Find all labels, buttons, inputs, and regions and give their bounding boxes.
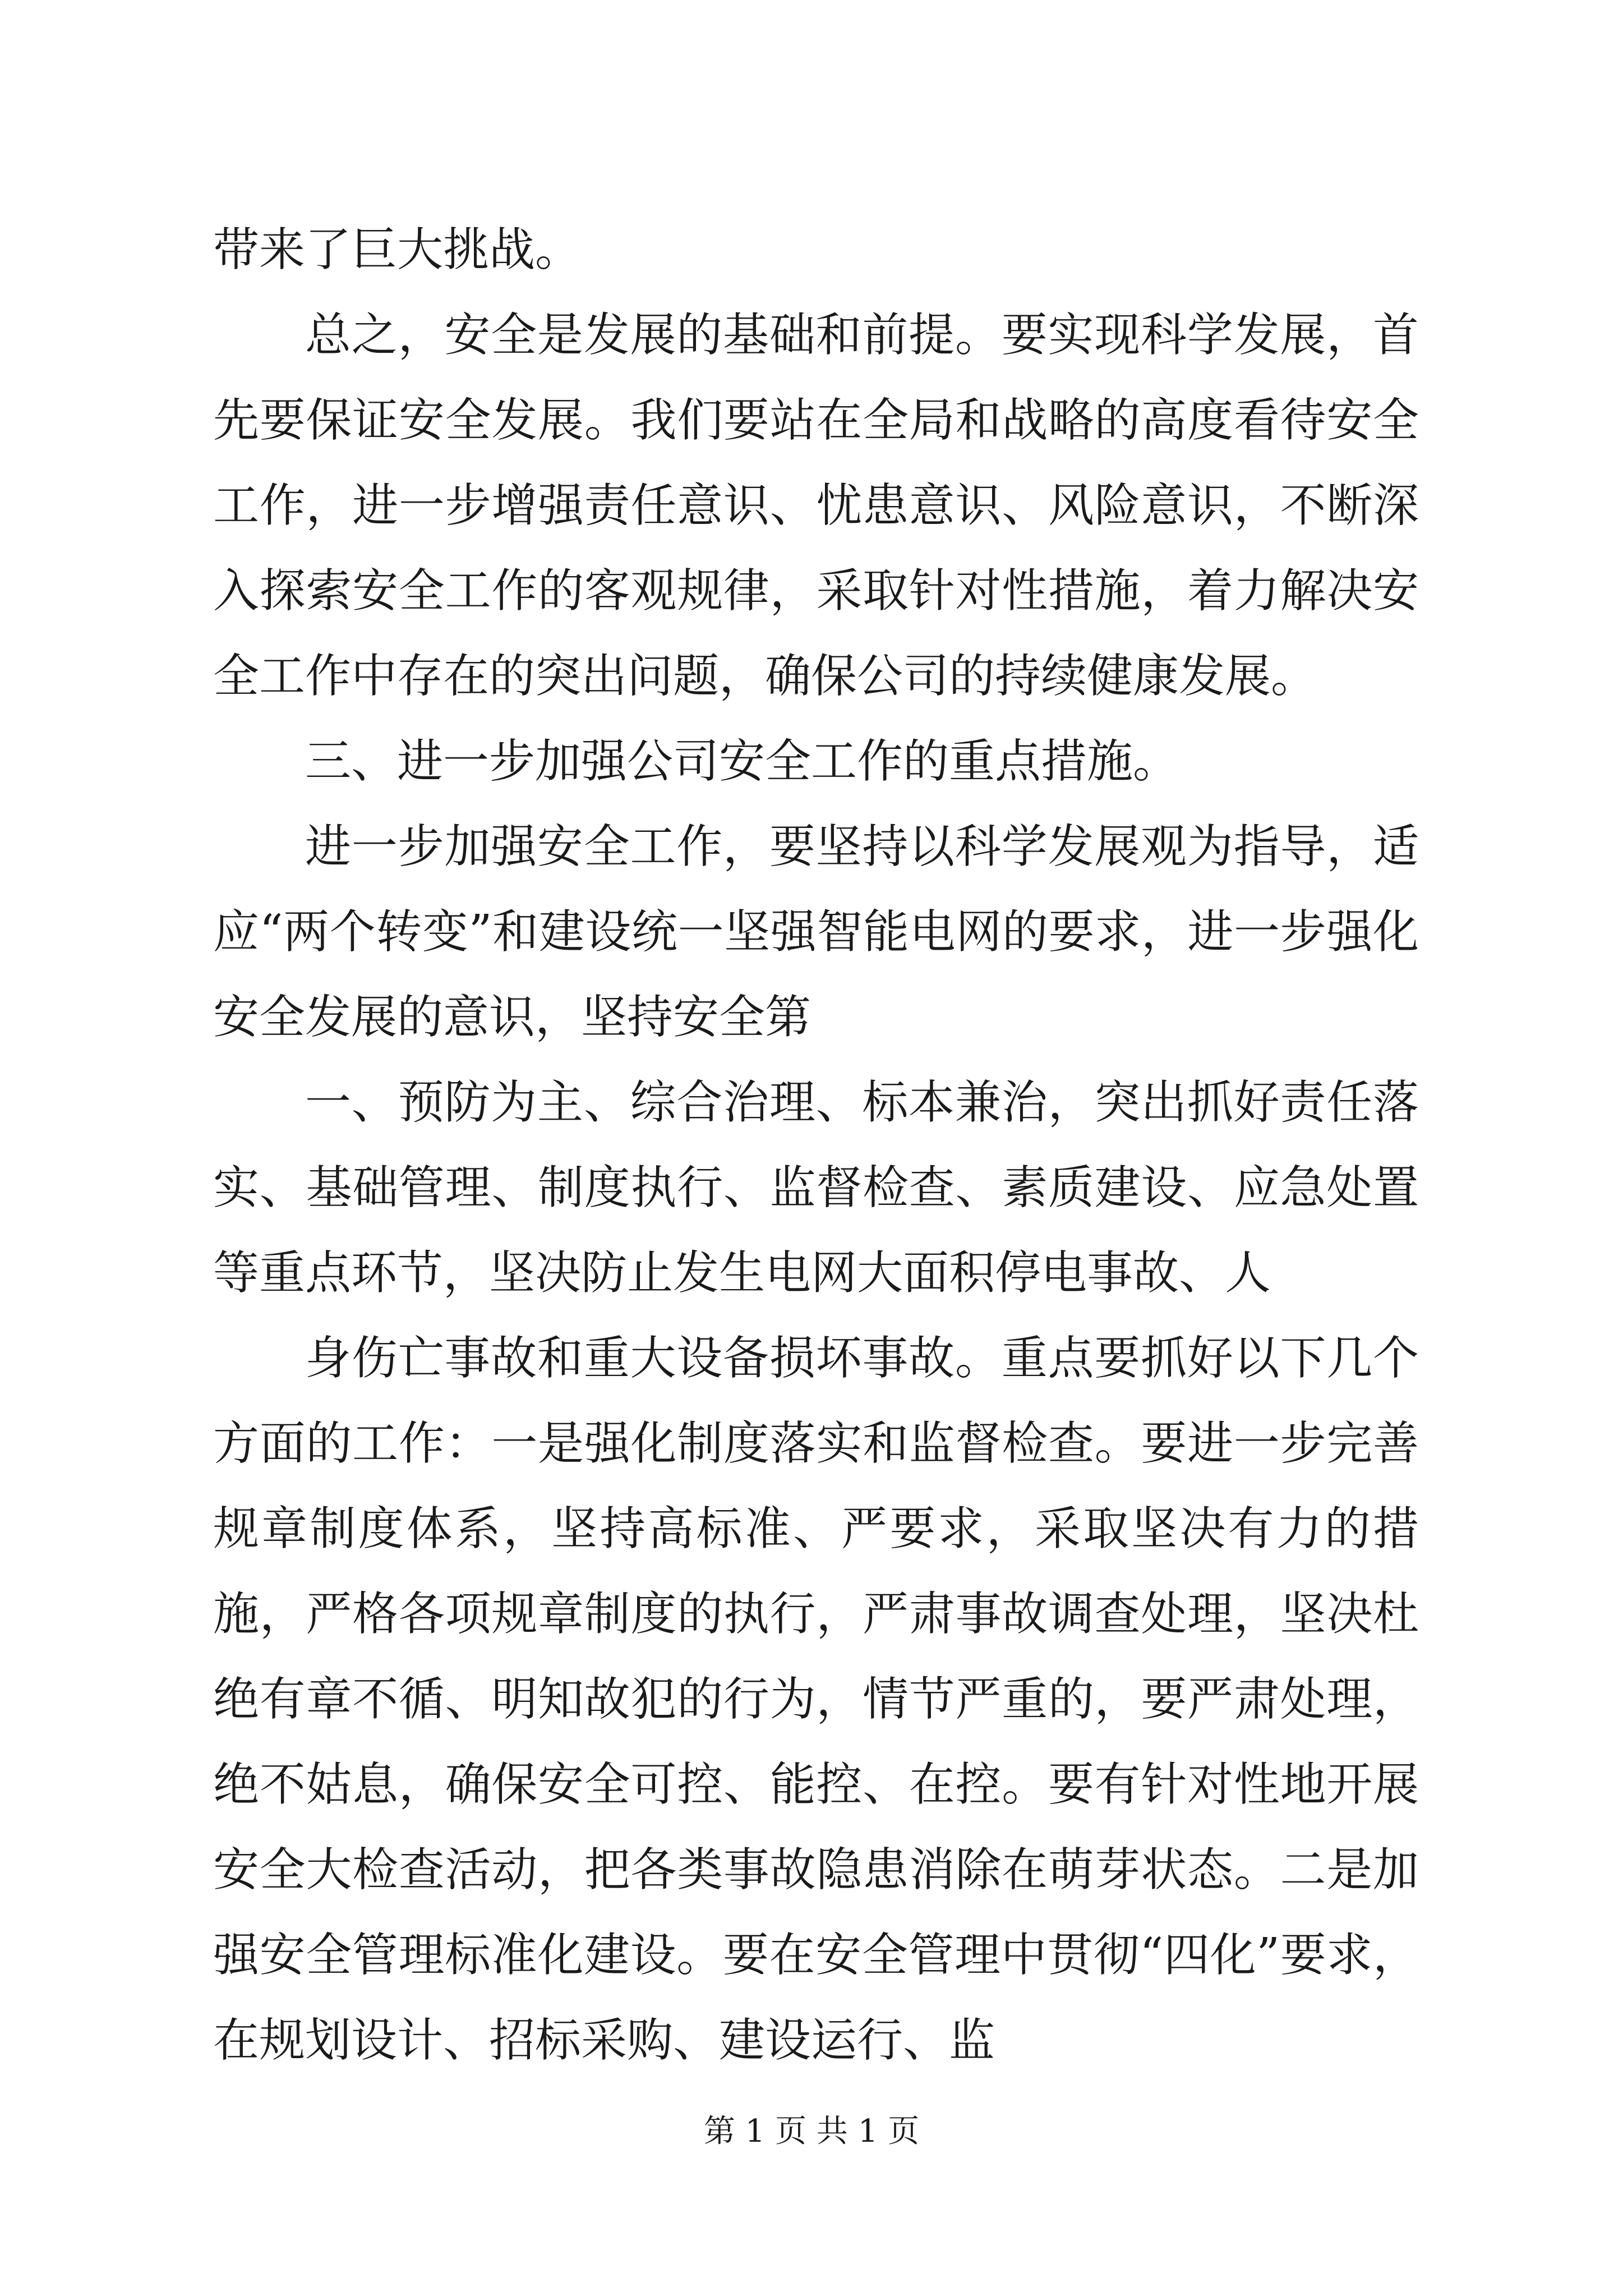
document-body [213, 208, 1419, 2083]
page-footer: 第 1 页 共 1 页 [703, 2113, 920, 2150]
paragraph-principles: 一、预防为主、综合治理、标本兼治，突出抓好责任落实、基础管理、制度执行、监督检查、素质建设、应急处置等重点环节，坚决防止发生电网大面积停电事故、人 [213, 1076, 1419, 1300]
paragraph-intro: 进一步加强安全工作，要坚持以科学发展观为指导，适应“两个转变”和建设统一坚强智能电网的要求，进一步强化安全发展的意识，坚持安全第 [213, 820, 1419, 1044]
paragraph-continuation: 带来了巨大挑战。 [213, 223, 582, 277]
paragraph-measures: 身伤亡事故和重大设备损坏事故。重点要抓好以下几个方面的工作：一是强化制度落实和监督检查。要进一步完善规章制度体系，坚持高标准、严要求，采取坚决有力的措施，严格各项规章制度的执行，严肃事故调查处理，坚决杜绝有章不循、明知故犯的行为，情节严重的，要严肃处理，绝不姑息，确保安全可控、能控、在控。要有针对性地开展安全大检查活动，把各类事故隐患消除在萌芽状态。二是加强安全管理标准化建设。要在安全管理中贯彻“四化”要求，在规划设计、招标采购、建设运行、监 [213, 1332, 1419, 2067]
section-heading: 三、进一步加强公司安全工作的重点措施。 [305, 735, 1179, 788]
paragraph-summary: 总之，安全是发展的基础和前提。要实现科学发展，首先要保证安全发展。我们要站在全局和战略的高度看待安全工作，进一步增强责任意识、忧患意识、风险意识，不断深入探索安全工作的客观规律，采取针对性措施，着力解决安全工作中存在的突出问题，确保公司的持续健康发展。 [213, 309, 1419, 703]
